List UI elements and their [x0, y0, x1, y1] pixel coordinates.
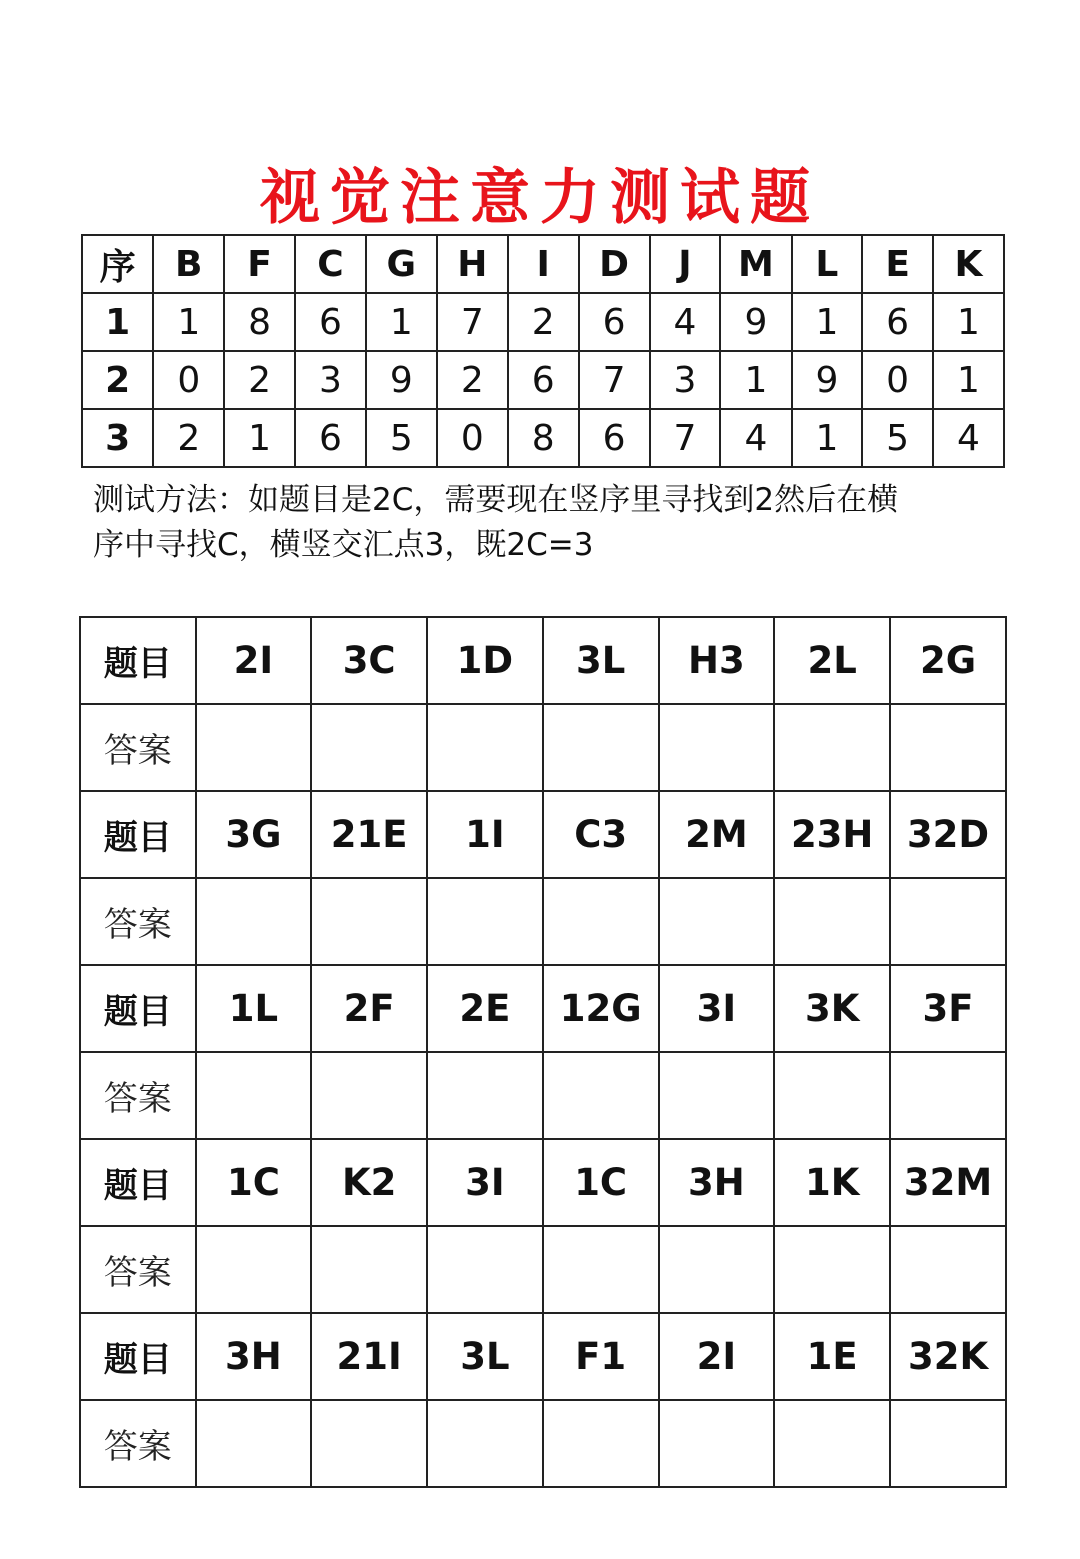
grid-cell: 7 [650, 409, 721, 467]
answer-row [80, 878, 1006, 965]
question-item: 3H [659, 1139, 775, 1226]
question-item: C3 [543, 791, 659, 878]
grid-cell: 1 [933, 293, 1004, 351]
grid-row-header: 3 [82, 409, 153, 467]
question-item: 3L [427, 1313, 543, 1400]
answer-cell[interactable] [774, 704, 890, 791]
grid-column-header: B [153, 235, 224, 293]
grid-column-header: I [508, 235, 579, 293]
question-row [80, 617, 1006, 704]
grid-cell: 4 [650, 293, 721, 351]
question-row [80, 1313, 1006, 1400]
question-item: 2M [659, 791, 775, 878]
grid-column-header: J [650, 235, 721, 293]
question-item: 1C [196, 1139, 312, 1226]
answer-cell[interactable] [890, 1400, 1006, 1487]
question-item: 2I [196, 617, 312, 704]
answer-cell[interactable] [427, 704, 543, 791]
grid-cell: 6 [295, 293, 366, 351]
grid-column-header: M [720, 235, 791, 293]
grid-cell: 7 [579, 351, 650, 409]
grid-cell: 5 [366, 409, 437, 467]
answer-cell[interactable] [774, 1226, 890, 1313]
grid-cell: 4 [720, 409, 791, 467]
answer-cell[interactable] [890, 1052, 1006, 1139]
answer-cell[interactable] [427, 878, 543, 965]
answer-cell[interactable] [659, 1400, 775, 1487]
instructions [93, 478, 1023, 568]
question-item: K2 [311, 1139, 427, 1226]
instructions-line: 测试方法：如题目是2C，需要现在竖序里寻找到2然后在横 [93, 482, 899, 518]
grid-cell: 0 [437, 409, 508, 467]
grid-cell: 6 [862, 293, 933, 351]
grid-column-header: E [862, 235, 933, 293]
grid-cell: 3 [650, 351, 721, 409]
question-item: F1 [543, 1313, 659, 1400]
question-item: 3C [311, 617, 427, 704]
question-item: 32M [890, 1139, 1006, 1226]
grid-cell: 9 [720, 293, 791, 351]
grid-cell: 2 [153, 409, 224, 467]
grid-cell: 1 [366, 293, 437, 351]
answer-cell[interactable] [196, 1226, 312, 1313]
grid-row [82, 351, 1004, 409]
question-item: 1E [774, 1313, 890, 1400]
question-row [80, 791, 1006, 878]
answer-label: 答案 [80, 1226, 196, 1313]
question-item: 1I [427, 791, 543, 878]
grid-corner-cell: 序 [82, 235, 153, 293]
answer-cell[interactable] [543, 704, 659, 791]
grid-cell: 4 [933, 409, 1004, 467]
grid-cell: 1 [792, 293, 863, 351]
question-item: 23H [774, 791, 890, 878]
question-item: 2E [427, 965, 543, 1052]
grid-cell: 1 [153, 293, 224, 351]
grid-cell: 6 [508, 351, 579, 409]
grid-column-header: F [224, 235, 295, 293]
answer-cell[interactable] [543, 1226, 659, 1313]
answer-label: 答案 [80, 1400, 196, 1487]
question-item: 3I [659, 965, 775, 1052]
question-label: 题目 [80, 617, 196, 704]
grid-row [82, 409, 1004, 467]
grid-row-header: 2 [82, 351, 153, 409]
question-label: 题目 [80, 965, 196, 1052]
question-item: 3G [196, 791, 312, 878]
grid-cell: 1 [224, 409, 295, 467]
grid-cell: 1 [933, 351, 1004, 409]
grid-column-header: G [366, 235, 437, 293]
grid-column-header: C [295, 235, 366, 293]
question-item: 3F [890, 965, 1006, 1052]
grid-cell: 5 [862, 409, 933, 467]
answer-cell[interactable] [311, 878, 427, 965]
grid-cell: 1 [792, 409, 863, 467]
grid-cell: 3 [295, 351, 366, 409]
answer-cell[interactable] [427, 1400, 543, 1487]
grid-cell: 9 [792, 351, 863, 409]
question-item: 2G [890, 617, 1006, 704]
grid-row-header: 1 [82, 293, 153, 351]
grid-row [82, 293, 1004, 351]
question-item: 2F [311, 965, 427, 1052]
answer-cell[interactable] [196, 704, 312, 791]
question-item: H3 [659, 617, 775, 704]
answer-cell[interactable] [890, 1226, 1006, 1313]
answer-cell[interactable] [543, 1400, 659, 1487]
grid-header-row [82, 235, 1004, 293]
answer-cell[interactable] [196, 1400, 312, 1487]
grid-cell: 2 [508, 293, 579, 351]
question-label: 题目 [80, 791, 196, 878]
grid-cell: 2 [437, 351, 508, 409]
answer-cell[interactable] [311, 1400, 427, 1487]
question-item: 3L [543, 617, 659, 704]
answer-cell[interactable] [543, 878, 659, 965]
question-item: 2I [659, 1313, 775, 1400]
answer-cell[interactable] [659, 704, 775, 791]
answer-cell[interactable] [659, 878, 775, 965]
grid-cell: 0 [153, 351, 224, 409]
question-item: 3K [774, 965, 890, 1052]
grid-cell: 0 [862, 351, 933, 409]
answer-cell[interactable] [774, 878, 890, 965]
grid-cell: 2 [224, 351, 295, 409]
grid-cell: 6 [579, 293, 650, 351]
question-item: 21E [311, 791, 427, 878]
grid-cell: 6 [579, 409, 650, 467]
question-item: 1C [543, 1139, 659, 1226]
grid-cell: 1 [720, 351, 791, 409]
answer-label: 答案 [80, 878, 196, 965]
question-item: 12G [543, 965, 659, 1052]
question-row [80, 965, 1006, 1052]
answer-cell[interactable] [890, 878, 1006, 965]
quiz-table [79, 616, 1007, 1488]
grid-column-header: D [579, 235, 650, 293]
answer-cell[interactable] [543, 1052, 659, 1139]
answer-cell[interactable] [427, 1052, 543, 1139]
question-item: 3I [427, 1139, 543, 1226]
reference-grid [81, 234, 1005, 468]
question-item: 21I [311, 1313, 427, 1400]
question-item: 1L [196, 965, 312, 1052]
answer-row [80, 1052, 1006, 1139]
question-item: 1K [774, 1139, 890, 1226]
answer-row [80, 704, 1006, 791]
answer-row [80, 1400, 1006, 1487]
question-label: 题目 [80, 1139, 196, 1226]
answer-cell[interactable] [774, 1400, 890, 1487]
question-item: 1D [427, 617, 543, 704]
instructions-line: 序中寻找C，横竖交汇点3，既2C=3 [93, 527, 594, 563]
question-item: 3H [196, 1313, 312, 1400]
question-item: 32D [890, 791, 1006, 878]
answer-label: 答案 [80, 704, 196, 791]
question-item: 32K [890, 1313, 1006, 1400]
grid-column-header: H [437, 235, 508, 293]
answer-cell[interactable] [311, 704, 427, 791]
answer-cell[interactable] [196, 1052, 312, 1139]
grid-column-header: L [792, 235, 863, 293]
grid-column-header: K [933, 235, 1004, 293]
answer-cell[interactable] [311, 1226, 427, 1313]
grid-cell: 6 [295, 409, 366, 467]
answer-cell[interactable] [196, 878, 312, 965]
grid-cell: 9 [366, 351, 437, 409]
answer-cell[interactable] [659, 1052, 775, 1139]
answer-row [80, 1226, 1006, 1313]
answer-cell[interactable] [311, 1052, 427, 1139]
question-label: 题目 [80, 1313, 196, 1400]
answer-cell[interactable] [659, 1226, 775, 1313]
answer-cell[interactable] [427, 1226, 543, 1313]
question-item: 2L [774, 617, 890, 704]
answer-cell[interactable] [890, 704, 1006, 791]
grid-cell: 7 [437, 293, 508, 351]
answer-cell[interactable] [774, 1052, 890, 1139]
grid-cell: 8 [224, 293, 295, 351]
page-title: 视觉注意力测试题 [260, 163, 820, 233]
answer-label: 答案 [80, 1052, 196, 1139]
question-row [80, 1139, 1006, 1226]
grid-cell: 8 [508, 409, 579, 467]
